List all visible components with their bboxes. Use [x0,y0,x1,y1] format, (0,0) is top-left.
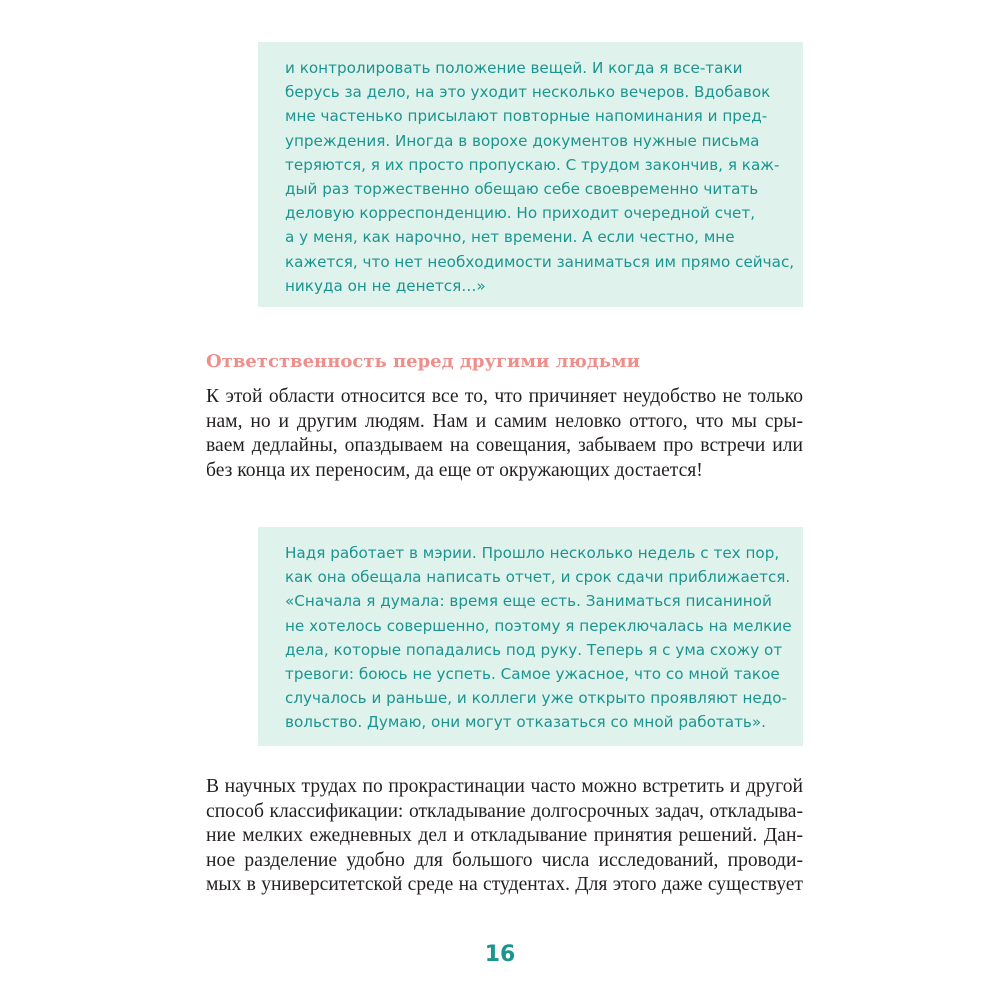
callout-line: дела, которые попадались под руку. Теперь я с ума схожу от [285,640,783,659]
paragraph-line: В научных трудах по прокрастинации часто можно встретить и другой [206,776,803,797]
paragraph-line: К этой области относится все то, что причиняет неудобство не только [206,386,803,407]
callout-line: теряются, я их просто пропускаю. С трудом закончив, я каж- [285,155,780,174]
callout-line: тревоги: боюсь не успеть. Самое ужасное, что со мной такое [285,664,780,683]
callout-line: кажется, что нет необходимости заниматься им прямо сейчас, [285,252,795,271]
callout-line: вольство. Думаю, они могут отказаться со мной работать». [285,713,767,732]
case-study-box-top [258,42,803,307]
callout-line: как она обещала написать отчет, и срок сдачи приближается. [285,568,791,587]
body-paragraph-1 [206,385,803,483]
paragraph-line: ваем дедлайны, опаздываем на совещания, забываем про встречи или [206,435,803,456]
callout-line: мне частенько присылают повторные напоминания и пред- [285,107,768,126]
paragraph-line: способ классификации: откладывание долгосрочных задач, откладыва- [206,800,803,822]
callout-line: упреждения. Иногда в ворохе документов нужные письма [285,131,760,150]
callout-line: деловую корреспонденцию. Но приходит очередной счет, [285,204,756,223]
body-paragraph-2 [206,775,803,898]
paragraph-line: нам, но и другим людям. Нам и самим неловко оттого, что мы сры- [206,410,803,432]
section-heading: Ответственность перед другими людьми [206,351,640,372]
callout-line: а у меня, как нарочно, нет времени. А если честно, мне [285,228,735,247]
callout-line: берусь за дело, на это уходит несколько вечеров. Вдобавок [285,83,771,102]
paragraph-line: ние мелких ежедневных дел и откладывание принятия решений. Дан- [206,825,803,846]
callout-line: никуда он не денется…» [285,276,486,295]
page-number: 16 [484,942,516,967]
callout-line: Надя работает в мэрии. Прошло несколько недель с тех пор, [285,544,780,562]
callout-line: и контролировать положение вещей. И когда я все-таки [285,59,743,77]
callout-line: дый раз торжественно обещаю себе своевременно читать [285,179,759,198]
paragraph-line: без конца их переносим, да еще от окружающих достается! [206,459,703,481]
paragraph-line: ное разделение удобно для большого числа исследований, проводи- [206,849,803,871]
callout-line: не хотелось совершенно, поэтому я переключалась на мелкие [285,616,792,635]
paragraph-line: мых в университетской среде на студентах. Для этого даже существует [206,874,803,895]
callout-line: случалось и раньше, и коллеги уже открыто проявляют недо- [285,689,788,708]
callout-line: «Сначала я думала: время еще есть. Заниматься писаниной [285,592,772,611]
case-study-box-bottom [258,527,803,746]
